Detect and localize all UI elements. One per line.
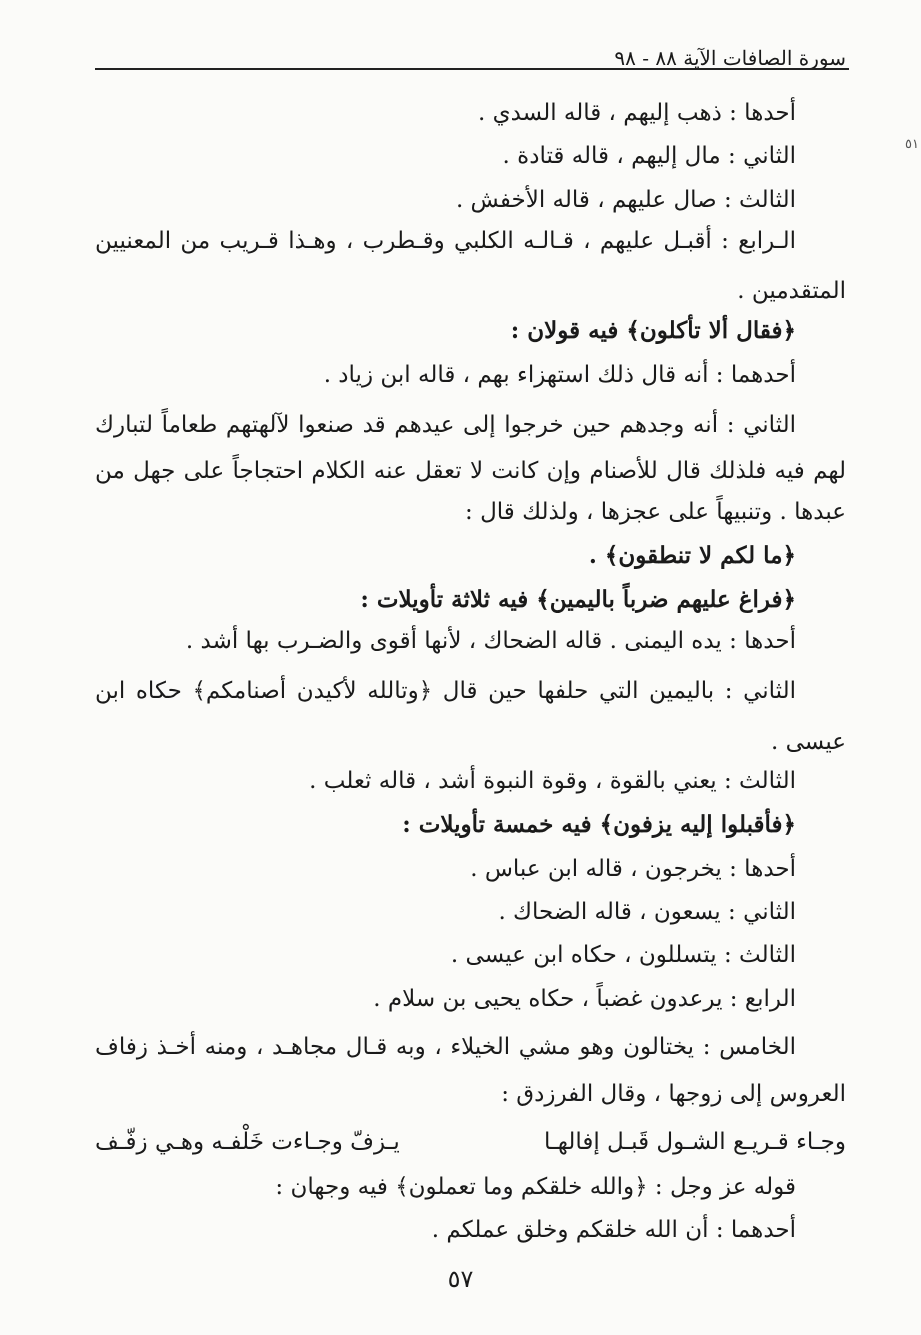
verse-second-hemistich: يـزفّ وجـاءت خَلْفـه وهـي زفّـف: [95, 1129, 400, 1155]
text-line: المتقدمين .: [737, 278, 846, 304]
text-line: الثاني : باليمين التي حلفها حين قال ﴿وتالله لأكيدن أصنامكم﴾ حكاه ابن: [95, 678, 796, 704]
text-line: أحدها : يخرجون ، قاله ابن عباس .: [470, 856, 796, 882]
text-line: الثالث : يتسللون ، حكاه ابن عيسى .: [450, 942, 796, 968]
text-line: الرابع : يرعدون غضباً ، حكاه يحيى بن سلام .: [373, 986, 796, 1012]
verse-quote-line: ﴿ما لكم لا تنطقون﴾ .: [588, 542, 796, 569]
text-line: أحدهما : أن الله خلقكم وخلق عملكم .: [431, 1217, 796, 1243]
margin-mark: ٥١: [905, 137, 919, 152]
text-line: الثالث : يعني بالقوة ، وقوة النبوة أشد ، قاله ثعلب .: [309, 768, 796, 794]
verse-quote-line: ﴿فقال ألا تأكلون﴾ فيه قولان :: [510, 317, 796, 344]
text-line: الثالث : صال عليهم ، قاله الأخفش .: [455, 187, 796, 213]
text-line: الثاني : مال إليهم ، قاله قتادة .: [502, 143, 796, 169]
running-header: سورة الصافات الآية ٨٨ - ٩٨: [614, 46, 846, 70]
text-line: العروس إلى زوجها ، وقال الفرزدق :: [501, 1081, 846, 1107]
text-line: أحدهما : أنه قال ذلك استهزاء بهم ، قاله ابن زياد .: [323, 362, 796, 388]
verse-first-hemistich: وجـاء قـريـع الشـول قَبـل إفالهـا: [543, 1129, 846, 1155]
text-line: أحدها : يده اليمنى . قاله الضحاك ، لأنها أقوى والضـرب بها أشد .: [185, 628, 796, 654]
verse-quote-line: ﴿فأقبلوا إليه يزفون﴾ فيه خمسة تأويلات :: [402, 811, 796, 838]
text-line: الثاني : يسعون ، قاله الضحاك .: [498, 899, 796, 925]
text-line: لهم فيه فلذلك قال للأصنام وإن كانت لا تعقل عنه الكلام احتجاجاً على جهل من: [95, 458, 846, 484]
page-number: ٥٧: [447, 1265, 474, 1293]
text-line: أحدها : ذهب إليهم ، قاله السدي .: [477, 100, 796, 126]
text-line: قوله عز وجل : ﴿والله خلقكم وما تعملون﴾ فيه وجهان :: [275, 1174, 796, 1200]
text-line: عبدها . وتنبيهاً على عجزها ، ولذلك قال :: [465, 499, 846, 525]
text-line: الثاني : أنه وجدهم حين خرجوا إلى عيدهم قد صنعوا لآلهتهم طعاماً لتبارك: [95, 412, 796, 438]
verse-quote-line: ﴿فراغ عليهم ضرباً باليمين﴾ فيه ثلاثة تأويلات :: [360, 586, 796, 613]
poetry-verse: [95, 1127, 846, 1157]
text-line: عيسى .: [771, 729, 846, 755]
header-rule: [95, 68, 849, 70]
text-line: الـرابع : أقبـل عليهم ، قـالـه الكلبي وقـطرب ، وهـذا قـريب من المعنيين: [95, 228, 796, 254]
text-line: الخامس : يختالون وهو مشي الخيلاء ، وبه قـال مجاهـد ، ومنه أخـذ زفاف: [95, 1034, 796, 1060]
